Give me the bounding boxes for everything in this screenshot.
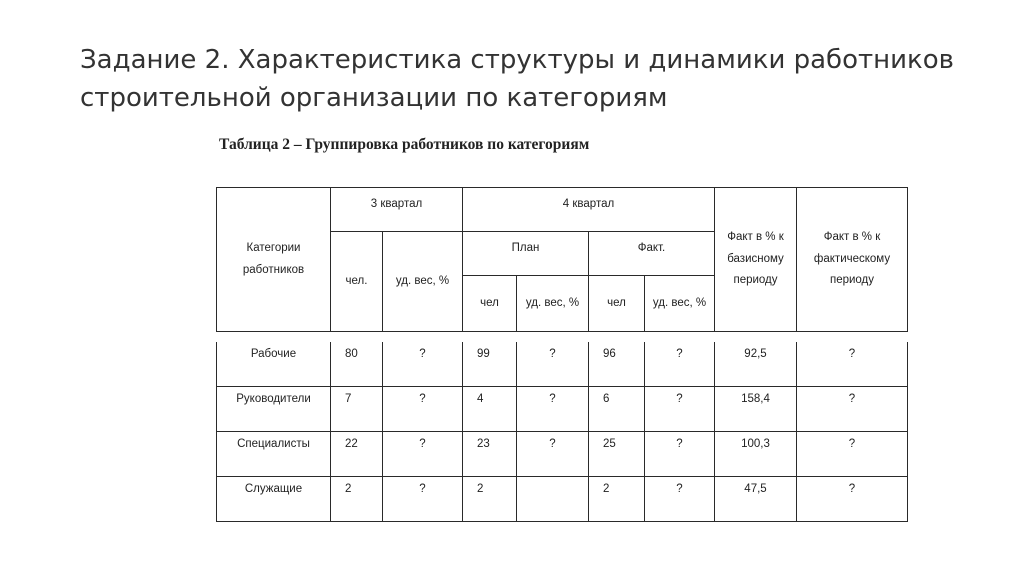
cell-plan-people: 99 [463, 342, 517, 387]
cell-q3-people: 2 [331, 477, 383, 522]
table-header [216, 187, 908, 332]
header-fact-vs-actual: Факт в % к фактическому периоду [797, 188, 908, 332]
cell-fact-vs-base: 158,4 [715, 387, 797, 432]
table-row [217, 477, 908, 522]
header-fact: Факт. [589, 232, 715, 276]
slide-title: Задание 2. Характеристика структуры и динамики работников строительной организации по категориям [80, 45, 954, 113]
table-row [217, 432, 908, 477]
header-category: Категории работников [217, 188, 331, 332]
table-caption: Таблица 2 – Группировка работников по категориям [219, 136, 590, 153]
header-fact-people: чел [589, 276, 645, 332]
cell-fact-people: 2 [589, 477, 645, 522]
cell-fact-people: 96 [589, 342, 645, 387]
cell-fact-people: 6 [589, 387, 645, 432]
table-row [217, 342, 908, 387]
cell-fact-people: 25 [589, 432, 645, 477]
cell-q3-share: ? [383, 432, 463, 477]
cell-category: Специалисты [217, 432, 331, 477]
cell-fact-share: ? [645, 432, 715, 477]
cell-fact-vs-actual: ? [797, 342, 908, 387]
table-body [216, 342, 908, 522]
cell-q3-people: 22 [331, 432, 383, 477]
header-q3: 3 квартал [331, 188, 463, 232]
table-row [217, 387, 908, 432]
cell-category: Служащие [217, 477, 331, 522]
cell-plan-share [517, 477, 589, 522]
cell-fact-share: ? [645, 477, 715, 522]
cell-q3-people: 7 [331, 387, 383, 432]
cell-category: Руководители [217, 387, 331, 432]
header-q4: 4 квартал [463, 188, 715, 232]
cell-fact-vs-actual: ? [797, 477, 908, 522]
cell-fact-vs-actual: ? [797, 387, 908, 432]
cell-plan-share: ? [517, 387, 589, 432]
cell-fact-vs-base: 92,5 [715, 342, 797, 387]
header-fact-share: уд. вес, % [645, 276, 715, 332]
cell-fact-share: ? [645, 387, 715, 432]
cell-fact-vs-base: 47,5 [715, 477, 797, 522]
cell-plan-people: 4 [463, 387, 517, 432]
cell-fact-share: ? [645, 342, 715, 387]
cell-q3-people: 80 [331, 342, 383, 387]
header-q3-people: чел. [331, 232, 383, 332]
cell-fact-vs-base: 100,3 [715, 432, 797, 477]
cell-category: Рабочие [217, 342, 331, 387]
cell-plan-share: ? [517, 342, 589, 387]
header-plan-people: чел [463, 276, 517, 332]
cell-plan-share: ? [517, 432, 589, 477]
header-fact-vs-base: Факт в % к базисному периоду [715, 188, 797, 332]
cell-q3-share: ? [383, 477, 463, 522]
cell-plan-people: 23 [463, 432, 517, 477]
header-q3-share: уд. вес, % [383, 232, 463, 332]
cell-plan-people: 2 [463, 477, 517, 522]
header-plan: План [463, 232, 589, 276]
cell-q3-share: ? [383, 387, 463, 432]
cell-q3-share: ? [383, 342, 463, 387]
header-plan-share: уд. вес, % [517, 276, 589, 332]
cell-fact-vs-actual: ? [797, 432, 908, 477]
